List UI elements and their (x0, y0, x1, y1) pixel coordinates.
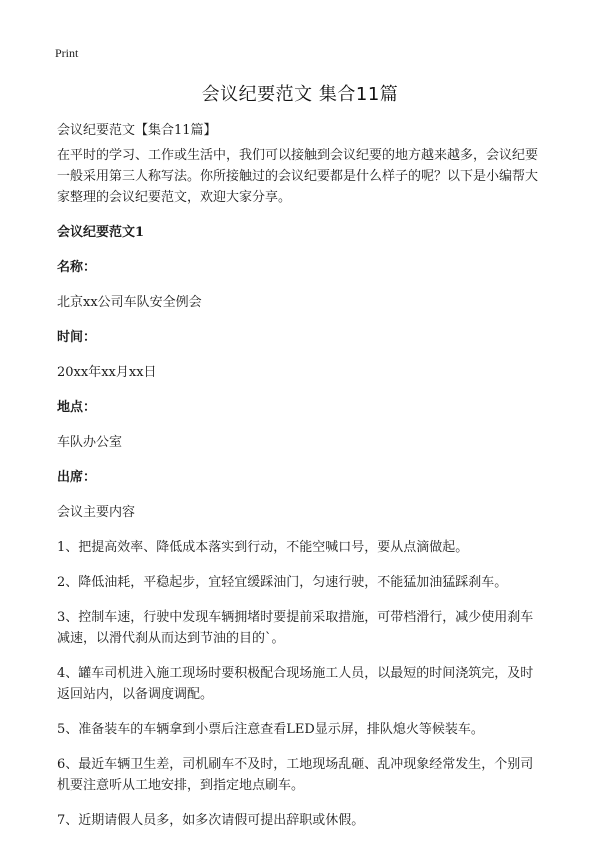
document-title: 会议纪要范文 集合11篇 (201, 84, 399, 105)
field-value-attendance: 会议主要内容 (57, 505, 136, 520)
field-value-name: 北京xx公司车队安全例会 (57, 295, 202, 310)
list-item: 6、最近车辆卫生差，司机刷车不及时，工地现场乱砸、乱冲现象经常发生，个别司机要注意听从工地安排，到指定地点刷车。 (57, 757, 534, 793)
field-label-time: 时间： (57, 330, 97, 345)
list-item: 7、近期请假人员多，如多次请假可提出辞职或休假。 (57, 813, 365, 828)
list-item: 5、准备装车的车辆拿到小票后注意查看LED显示屏，排队熄火等候装车。 (57, 722, 484, 737)
field-value-location: 车队办公室 (57, 435, 123, 450)
section-heading: 会议纪要范文1 (57, 225, 145, 240)
list-item: 4、罐车司机进入施工现场时要积极配合现场施工人员，以最短的时间浇筑完，及时返回站内，以备调度调配。 (57, 666, 534, 702)
field-label-name: 名称： (57, 260, 97, 275)
list-item: 1、把提高效率、降低成本落实到行动，不能空喊口号，要从点滴做起。 (57, 540, 469, 555)
print-link[interactable]: Print (55, 46, 79, 60)
field-label-location: 地点： (57, 400, 97, 415)
intro-paragraph: 在平时的学习、工作或生活中，我们可以接触到会议纪要的地方越来越多，会议纪要一般采用第三人称写法。你所接触过的会议纪要都是什么样子的呢？以下是小编帮大家整理的会议纪要范文，欢迎大家分享。 (57, 148, 539, 205)
field-value-time: 20xx年xx月xx日 (57, 365, 157, 380)
list-item: 2、降低油耗，平稳起步，宜轻宜缓踩油门，匀速行驶，不能猛加油猛踩刹车。 (57, 575, 508, 590)
list-item: 3、控制车速，行驶中发现车辆拥堵时要提前采取措施，可带档滑行，减少使用刹车减速，以滑代刹从而达到节油的目的`。 (57, 610, 534, 646)
document-body (57, 120, 545, 845)
field-label-attendance: 出席： (57, 470, 97, 485)
document-subtitle: 会议纪要范文【集合11篇】 (57, 123, 217, 138)
